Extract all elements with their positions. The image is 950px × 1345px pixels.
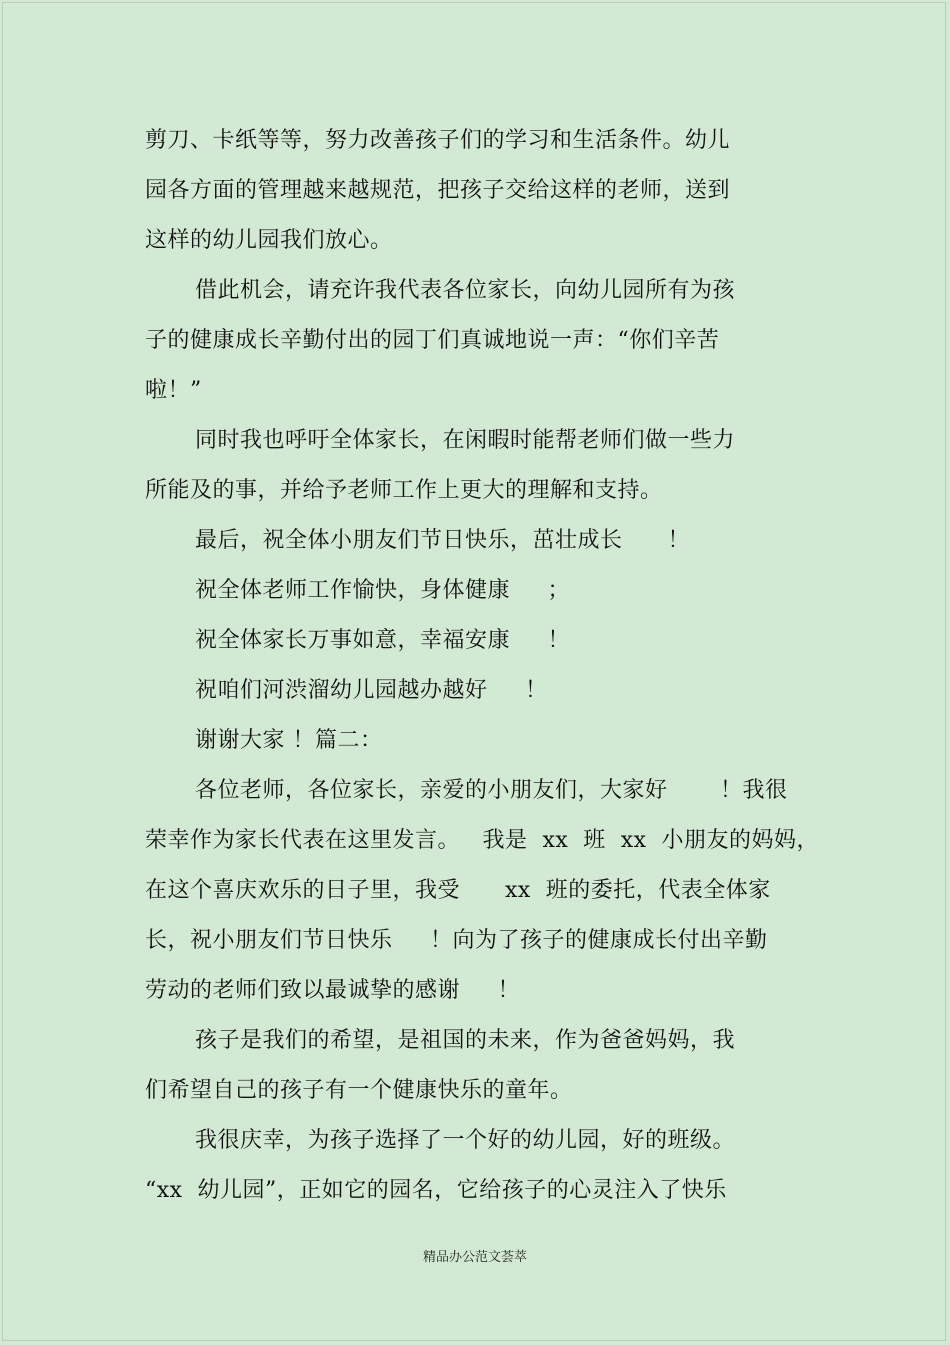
text-line: 我很庆幸，为孩子选择了一个好的幼儿园，好的班级。 (195, 1128, 736, 1153)
text-line: 所能及的事，并给予老师工作上更大的理解和支持。 (145, 478, 663, 503)
text-line: 劳动的老师们致以最诚挚的感谢 ！ (145, 978, 520, 1003)
text-line: 园各方面的管理越来越规范，把孩子交给这样的老师，送到 (145, 178, 731, 203)
text-line: 祝咱们河渋溜幼儿园越办越好 ！ (195, 678, 548, 703)
text-line: 最后，祝全体小朋友们节日快乐，茁壮成长 ！ (195, 528, 690, 553)
text-line: 借此机会，请充许我代表各位家长，向幼儿园所有为孩 (195, 278, 736, 303)
text-line: 长，祝小朋友们节日快乐 ！向为了孩子的健康成长付出辛勤 (145, 928, 768, 953)
text-line: 这样的幼儿园我们放心。 (145, 228, 393, 253)
text-line: 谢谢大家 ！篇二： (195, 728, 383, 753)
text-line: 同时我也呼吁全体家长，在闲暇时能帮老师们做一些力 (195, 428, 736, 453)
text-line: 祝全体家长万事如意，幸福安康 ！ (195, 628, 570, 653)
text-line: 剪刀、卡纸等等，努力改善孩子们的学习和生活条件。幼儿 (145, 128, 731, 153)
text-line: 子的健康成长辛勤付出的园丁们真诚地说一声：“你们辛苦 (145, 328, 720, 353)
text-line: 们希望自己的孩子有一个健康快乐的童年。 (145, 1078, 573, 1103)
text-line: 祝全体老师工作愉快，身体健康 ； (195, 578, 570, 603)
page-footer: 精品办公范文荟萃 (422, 1250, 527, 1265)
text-line: 在这个喜庆欢乐的日子里，我受 xx 班的委托，代表全体家 (145, 878, 771, 903)
text-line: 各位老师，各位家长，亲爱的小朋友们，大家好 ！我很 (195, 778, 788, 803)
text-line: 啦！” (145, 378, 202, 403)
text-line: “xx 幼儿园”，正如它的园名，它给孩子的心灵注入了快乐 (145, 1178, 727, 1203)
text-line: 孩子是我们的希望，是祖国的未来，作为爸爸妈妈，我 (195, 1028, 736, 1053)
text-line: 荣幸作为家长代表在这里发言。 我是 xx 班 xx 小朋友的妈妈， (145, 828, 820, 853)
